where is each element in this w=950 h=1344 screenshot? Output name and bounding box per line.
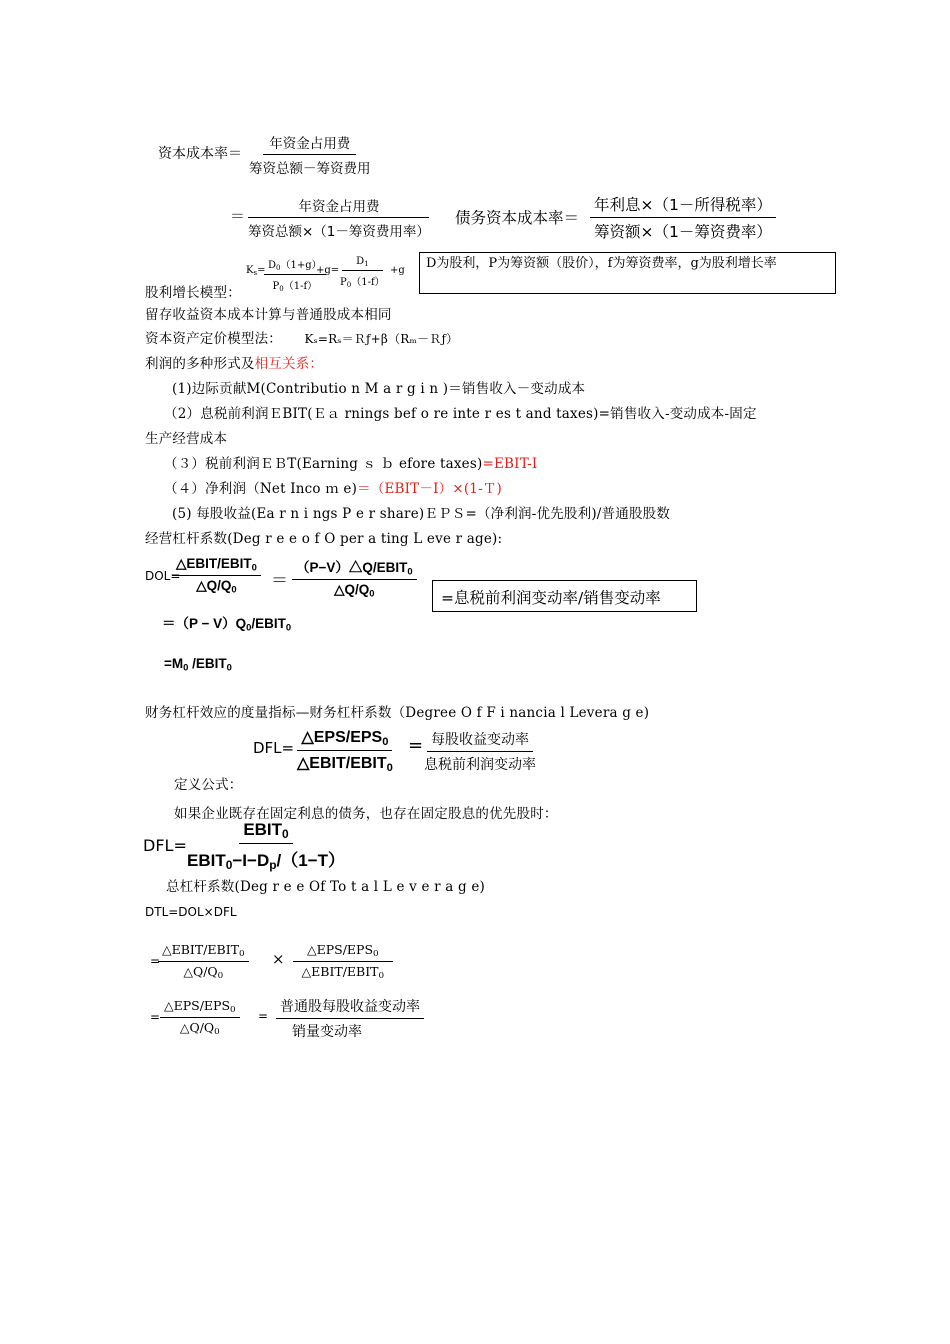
item-ebit-continued: 生产经营成本 <box>145 431 228 447</box>
fraction-numerator: $\triangle EBIT/EBIT_0$ <box>158 942 249 962</box>
capm-formula: Kₛ=Rₛ＝Ｒƒ+β（Rₘ－Ｒƒ） <box>304 332 459 346</box>
fraction-denominator: $\triangle Q/Q_0$ <box>179 1020 220 1038</box>
fraction-denominator: 筹资总额×（1－筹资费用率） <box>248 224 430 240</box>
dol-line-3: $=M_0$ $/EBIT_0$ <box>164 656 232 674</box>
ks-subscript: s <box>253 268 258 277</box>
profit-forms-red: 相互关系： <box>254 356 324 372</box>
capm-label: 资本资产定价模型法： <box>145 331 282 347</box>
plus-g-equals: +g= <box>316 265 340 276</box>
dfl-fraction-2 <box>420 729 540 774</box>
dol-ratio-text: =息税前利润变动率/销售变动率 <box>441 589 661 607</box>
dtl-equals-3: = <box>258 1009 269 1023</box>
fraction-denominator: $\triangle Q/Q_0$ <box>334 582 375 600</box>
dfl-definition-label: 定义公式： <box>174 777 243 793</box>
dfl-fraction-1 <box>293 727 397 774</box>
dfl-title: 财务杠杆效应的度量指标—财务杠杆系数（Degree O f F i nancia l Levera g e) <box>145 705 650 721</box>
dol-label: DOL= <box>145 569 181 583</box>
fraction-denominator: $\triangle EBIT/EBIT_0$ <box>301 964 385 982</box>
fraction-numerator: $\triangle EPS/EPS_0$ <box>297 727 392 751</box>
item-net-income: （４）净利润（Net Inco ｍ e)＝（EBIT－I）×(1-Ｔ) <box>164 481 503 497</box>
debt-cost-fraction <box>590 193 776 242</box>
item-ebt: （３）税前利润ＥＢT(Earning ｓ ｂ efore taxes)=EBIT-I <box>164 456 538 472</box>
dol-line-2: $=(P - V)Q_0/EBIT_0$ <box>162 616 292 634</box>
capital-cost-label: 资本成本率＝ <box>158 146 242 162</box>
item-eps: (5) 每股收益(Ea r n i ngs P e r share)ＥＰＳ=（净利润-优先股利)/普通股股数 <box>172 506 671 522</box>
dol-title: 经营杠杆系数(Deg r e e o f O per a ting L eve r age): <box>145 531 503 547</box>
dtl-equals-1: = <box>150 954 161 968</box>
fraction-denominator: $\triangle Q/Q_0$ <box>183 964 224 982</box>
profit-forms-line <box>145 352 323 372</box>
debt-cost-label: 债务资本成本率＝ <box>455 209 580 227</box>
dividend-growth-label: 股利增长模型： <box>145 285 241 301</box>
fraction-denominator: $P_0(1-f)$ <box>340 276 385 289</box>
fraction-numerator: $EBIT_0$ <box>239 820 292 844</box>
fraction-numerator: 年资金占用费 <box>248 195 429 218</box>
fraction-numerator: 年利息×（1－所得税率） <box>590 193 776 218</box>
fraction-denominator: 筹资总额－筹资费用 <box>249 161 371 177</box>
fraction-numerator: $\triangle EPS/EPS_0$ <box>160 998 240 1018</box>
fraction-numerator: $(P-V)\triangle Q/EBIT_0$ <box>292 556 417 580</box>
dividend-note: D为股利，P为筹资额（股价），f为筹资费率，g为股利增长率 <box>426 256 777 271</box>
fraction-numerator: 每股收益变动率 <box>427 729 533 752</box>
dtl-fraction-1 <box>158 942 249 981</box>
dol-fraction-2 <box>292 556 417 600</box>
plus-g: +g <box>390 265 405 276</box>
fraction-numerator: $\triangle EBIT/EBIT_0$ <box>172 556 261 576</box>
fraction-denominator: $EBIT_0-I-D_p/(1-T)$ <box>187 850 345 872</box>
capital-cost-equals: ＝ <box>230 207 246 225</box>
dfl-label-2: DFL= <box>143 836 187 855</box>
fraction-numerator: $D_1$ <box>342 256 383 271</box>
dfl-equals: = <box>408 735 424 756</box>
dol-fraction-1 <box>172 556 261 596</box>
capital-cost-fraction-2 <box>244 195 434 240</box>
fraction-numerator: $D_0(1+g)$ <box>264 256 326 275</box>
ks-symbol: K <box>246 265 254 276</box>
dtl-fraction-3 <box>160 998 240 1037</box>
dividend-note-box <box>419 252 836 294</box>
dol-ratio-box <box>432 580 697 612</box>
times-sign: × <box>272 950 285 968</box>
dtl-formula: DTL=DOL×DFL <box>145 905 237 919</box>
item-ebit: （2）息税前利润ＥBIT(Ｅａ rnings bef o re inte r es t and taxes)=销售收入-变动成本-固定 <box>164 406 757 422</box>
net-income-red: ＝（EBIT－I）×(1-Ｔ) <box>357 481 503 497</box>
fraction-numerator: 普通股每股收益变动率 <box>276 996 424 1019</box>
capm-line <box>145 327 458 347</box>
growth-fraction-2 <box>336 256 389 289</box>
dtl-title: 总杠杆系数(Deg r e e Of To t a l L e v e r a g e) <box>166 879 486 895</box>
dol-equals: ＝ <box>271 571 288 591</box>
preferred-stock-note: 如果企业既存在固定利息的债务，也存在固定股息的优先股时： <box>174 806 558 822</box>
capital-cost-fraction-1 <box>245 132 375 177</box>
fraction-denominator: 筹资额×（1－筹资费率） <box>594 223 772 241</box>
item-contribution-margin: (1)边际贡献M(Contributio n M a r g i n )＝销售收入－变动成本 <box>172 381 586 397</box>
dtl-fraction-4 <box>276 996 424 1041</box>
fraction-denominator: 销量变动率 <box>292 1024 362 1040</box>
retained-earnings-line: 留存收益资本成本计算与普通股成本相同 <box>145 307 392 323</box>
fraction-denominator: 息税前利润变动率 <box>424 757 536 773</box>
dtl-fraction-2 <box>293 942 393 981</box>
ks-equals: = <box>257 265 266 276</box>
fraction-denominator: $\triangle EBIT/EBIT_0$ <box>297 754 393 774</box>
dfl-fraction-3 <box>183 820 349 872</box>
fraction-denominator: $\triangle Q/Q_0$ <box>196 578 237 596</box>
profit-forms-text: 利润的多种形式及 <box>145 356 255 372</box>
dfl-label: DFL= <box>253 739 295 757</box>
dtl-equals-2: = <box>150 1010 161 1024</box>
fraction-denominator: $P_0(1-f)$ <box>272 280 318 293</box>
ebt-red: =EBIT-I <box>482 456 538 472</box>
fraction-numerator: $\triangle EPS/EPS_0$ <box>293 942 393 962</box>
fraction-numerator: 年资金占用费 <box>263 132 356 155</box>
